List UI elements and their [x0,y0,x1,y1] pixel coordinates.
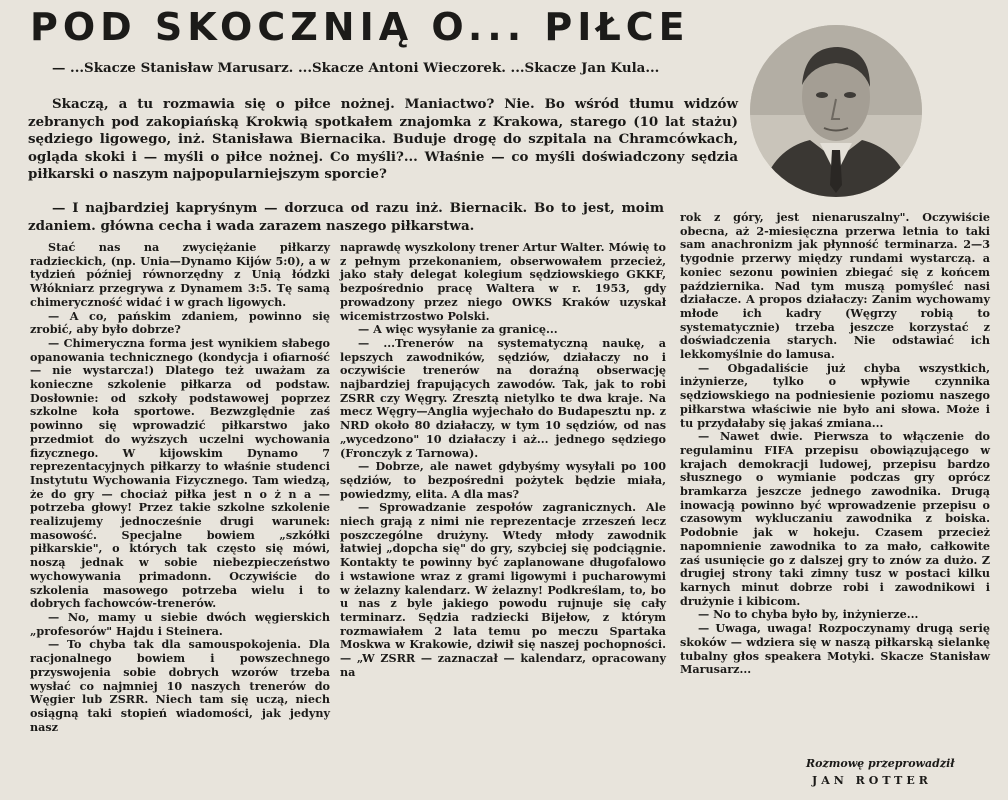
headline: POD SKOCZNIĄ O... PIŁCE [30,5,690,49]
interview-credit: Rozmowę przeprowadził [806,757,955,770]
column-paragraph: — Uwaga, uwaga! Rozpoczynamy drugą serię skoków — wdziera się w naszą piłkarską sielankę tubalny głos speakera Motyki. Skacze Stanisław Marusarz... [680,621,990,677]
column-paragraph: — Sprowadzanie zespołów zagranicznych. Ale niech grają z nimi nie reprezentacje zrzeszeń lecz poszczególne drużyny. Wtedy młody zawodnik łatwiej „dopcha się" do gry, szybciej się podciągnie. Kontakty te powinny być zaplanowane długofalowo i wstawione wraz z grami ligowymi i pucharowymi w żelazny kalendarz. W żelazny! Podkreślam, to, bo u nas z byle jakiego powodu rujnuje się cały terminarz. Sędzia radziecki Bijełow, z którym rozmawiałem 2 lata temu po meczu Spartaka Moskwa w Krakowie, dziwił się naszej pochopności. — „W ZSRR — zaznaczał — kalendarz, opracowany na [340,500,666,679]
author-name: JAN ROTTER [812,774,932,787]
column-paragraph: — ...Trenerów na systematyczną naukę, a lepszych zawodników, sędziów, działaczy no i oczywiście trenerów na doraźną obserwację najbardziej frapujących zawodów. Tak, jak to robi ZSRR czy Węgry. Zresztą nietylko te dwa kraje. Na mecz Węgry—Anglia wyjechało do Budapesztu np. z NRD około 80 działaczy, w tym 10 sędziów, od nas „wycedzono" 10 działaczy i aż... jednego sędziego (Fronczyk z Tarnowa). [340,335,666,460]
column-paragraph: — Dobrze, ale nawet gdybyśmy wysyłali po 100 sędziów, to bezpośredni pożytek będzie miała, powiedzmy, elita. A dla mas? [340,459,666,501]
column-paragraph: Stać nas na zwyciężanie piłkarzy radzieckich, (np. Unia—Dynamo Kijów 5:0), a w tydzień później równorzędny z Unią łódzki Włókniarz przegrywa z Dynamem 3:5. Tę samą chimeryczność widać i w grach ligowych. [30,240,330,309]
column-paragraph: — Obgadaliście już chyba wszystkich, inżynierze, tylko o wpływie czynnika sędziowskiego na podniesienie poziomu naszego piłkarstwa właściwie nie było ani słowa. Może i tu przydałaby się jakaś zmiana... [680,360,990,430]
column-paragraph: — Nawet dwie. Pierwsza to włączenie do regulaminu FIFA przepisu obowiązującego w krajach demokracji ludowej, przepisu bardzo słusznego o wymianie podczas gry oprócz bramkarza jeszcze jednego zawodnika. Drugą inowacją powinno być wprowadzenie przepisu o czasowym wykluczaniu zawodnika z boiska. Podobnie jak w hokeju. Czasem przecież napomnienie zawodnika to za mało, całkowite zaś usunięcie go z dalszej gry to znów za dużo. Z drugiej strony taki zimny tusz w postaci kilku karnych minut dobrze robi i zawodnikowi i drużynie i kibicom. [680,429,990,608]
intro-paragraph-2: — I najbardziej kapryśnym — dorzuca od razu inż. Biernacik. Bo to jest, moim zdaniem. główna cecha i wada zarazem naszego piłkarstwa. [28,200,664,234]
column-paragraph: — A co, pańskim zdaniem, powinno się zrobić, aby było dobrze? [30,308,330,337]
column-paragraph: — A więc wysyłanie za granicę... [358,322,558,337]
column-paragraph: rok z góry, jest nienaruszalny". Oczywiście obecna, aż 2-miesięczna przerwa letnia to taki sam anachronizm jak płynność terminarza. 2—3 tygodnie przerwy między rundami wystarczą. a koniec sezonu powinien zbiegać się z końcem października. Nad tym muszą pomyśleć nasi działacze. A propos działaczy: Zanim wychowamy młode ich kadry (Węgrzy robią to systematycznie) trzeba jeszcze korzystać z doświadczenia starych. Nie odstawiać ich lekkomyślnie do lamusa. [680,210,990,362]
column-paragraph: — No, mamy u siebie dwóch węgierskich „profesorów" Hajdu i Steinera. [30,609,330,638]
column-paragraph: — Chimeryczna forma jest wynikiem słabego opanowania technicznego (kondycja i ofiarność — nie wystarcza!) Dlatego też uważam za konieczne szkolenie piłkarza od podstaw. Dosłownie: od szkoły podstawowej poprzez szkolne koła sportowe. Bezwzględnie zaś powinno się wprowadzić piłkarstwo jako przedmiot do wyższych uczelni wychowania fizycznego. W kijowskim Dynamo 7 reprezentacyjnych piłkarzy to właśnie studenci Instytutu Wychowania Fizycznego. Tam wiedzą, że do gry — chociaż piłka jest n o ż n a — potrzeba głowy! Przez takie szkolne szkolenie realizujemy jednocześnie drugi warunek: masowość. Specjalne bowiem „szkółki piłkarskie", o których tak często się mówi, noszą jednak w sobie niebezpieczeństwo wychowywania primadonn. Oczywiście do szkolenia masowego potrzeba wielu i to dobrych fachowców-trenerów. [30,335,330,611]
article-column-1 [30,241,330,734]
article-column-3 [680,211,990,677]
lead-paragraph: — ...Skacze Stanisław Marusarz. ...Skacze Antoni Wieczorek. ...Skacze Jan Kula... [52,60,660,76]
column-paragraph: naprawdę wyszkolony trener Artur Walter. Mówię to z pełnym przekonaniem, obserwowałem przecież, jako stały delegat kolegium sędziowskiego GKKF, bezpośrednio pracę Waltera w r. 1953, gdy prowadzony przez niego OWKS Kraków uzyskał wicemistrzostwo Polski. [340,240,666,323]
article-column-2 [340,241,666,680]
column-paragraph: — No to chyba było by, inżynierze... [698,607,919,622]
column-paragraph: — To chyba tak dla samouspokojenia. Dla racjonalnego bowiem i powszechnego przyswojenia sobie dobrych wzorów trzeba wysłać co najmniej 10 naszych trenerów do Węgier lub ZSRR. Niech tam się uczą, niech osiągną taki stopień wiadomości, jak jedyny nasz [30,637,330,734]
intro-paragraph: Skaczą, a tu rozmawia się o piłce nożnej. Maniactwo? Nie. Bo wśród tłumu widzów zebranych pod zakopiańską Krokwią spotkałem znajomka z Krakowa, starego (10 lat stażu) sędziego ligowego, inż. Stanisława Biernacika. Buduje drogę do szpitala na Chramcówkach, ogląda skoki i — myśli o piłce nożnej. Co myśli?... Właśnie — co myśli doświadczony sędzia piłkarski o naszym najpopularniejszym sporcie? [28,96,738,183]
portrait-photo [750,25,922,197]
